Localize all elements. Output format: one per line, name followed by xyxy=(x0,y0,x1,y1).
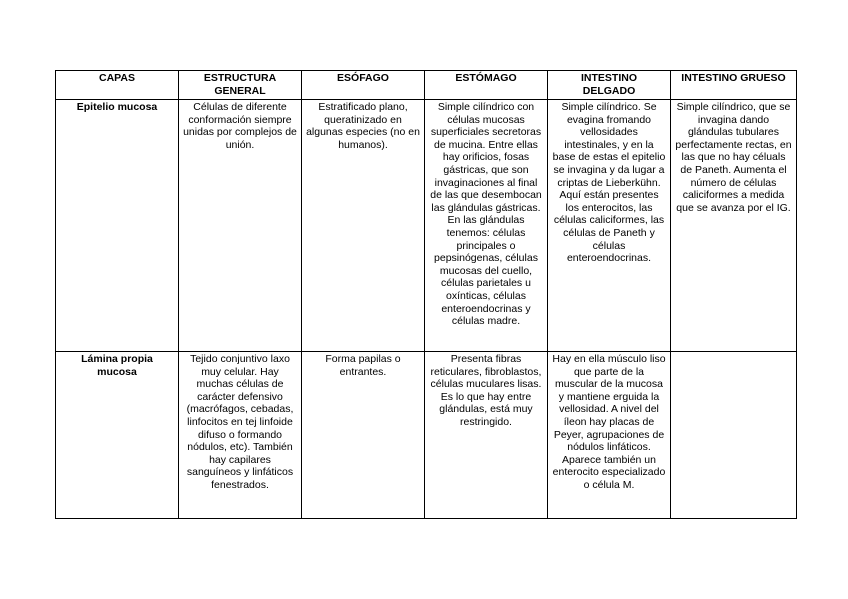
table-cell: Tejido conjuntivo laxo muy celular. Hay muchas células de carácter defensivo (macrófagos, cebadas, linfocitos en tej linfoide difuso o formando nódulos, etc). También hay capilares sanguíneos y linfáticos fenestrados. xyxy=(179,352,302,519)
table-cell: Hay en ella músculo liso que parte de la muscular de la mucosa y mantiene erguida la vellosidad. A nivel del íleon hay placas de Peyer, agrupaciones de nódulos linfáticos. Aparece también un enterocito especializado o célula M. xyxy=(548,352,671,519)
header-row xyxy=(56,71,797,100)
table-row xyxy=(56,352,797,519)
header-estomago: ESTÓMAGO xyxy=(425,71,548,100)
table-cell: Estratificado plano, queratinizado en algunas especies (no en humanos). xyxy=(302,100,425,352)
row-label-lamina-propia: Lámina propia mucosa xyxy=(56,352,179,519)
table-cell: Presenta fibras reticulares, fibroblastos, células muculares lisas. Es lo que hay entre glándulas, está muy restringido. xyxy=(425,352,548,519)
header-intestino-grueso: INTESTINO GRUESO xyxy=(671,71,797,100)
header-esofago: ESÓFAGO xyxy=(302,71,425,100)
comparison-table xyxy=(55,70,797,519)
table-cell: Simple cilíndrico. Se evagina fromando vellosidades intestinales, y en la base de estas el epitelio se invagina y da lugar a criptas de Lieberkühn. Aquí están presentes los enterocitos, las células caliciformes, las células de Paneth y células enteroendocrinas. xyxy=(548,100,671,352)
table-cell: Simple cilíndrico, que se invagina dando glándulas tubulares perfectamente rectas, en las que no hay céluals de Paneth. Aumenta el número de células caliciformes a medida que se avanza por el IG. xyxy=(671,100,797,352)
table-row xyxy=(56,100,797,352)
header-estructura-general: ESTRUCTURA GENERAL xyxy=(179,71,302,100)
table-cell: Forma papilas o entrantes. xyxy=(302,352,425,519)
header-capas: CAPAS xyxy=(56,71,179,100)
table-cell: Células de diferente conformación siempre unidas por complejos de unión. xyxy=(179,100,302,352)
table-cell xyxy=(671,352,797,519)
table-cell: Simple cilíndrico con células mucosas superficiales secretoras de mucina. Entre ellas hay orificios, fosas gástricas, que son invaginaciones al final de las que desembocan las glándulas gástricas. En las glándulas tenemos: células principales o pepsinógenas, células mucosas del cuello, células parietales u oxínticas, células enteroendocrinas y células madre. xyxy=(425,100,548,352)
header-intestino-delgado: INTESTINO DELGADO xyxy=(548,71,671,100)
row-label-epitelio: Epitelio mucosa xyxy=(56,100,179,352)
